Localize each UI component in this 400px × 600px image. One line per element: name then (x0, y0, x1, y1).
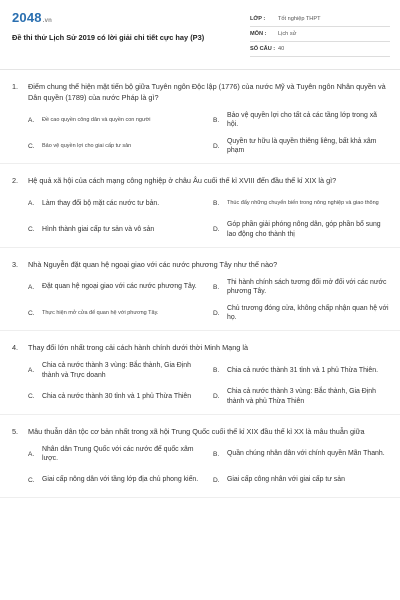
answer-option[interactable] (213, 276, 390, 298)
option-grid (12, 109, 390, 157)
option-text: Quần chúng nhân dân với chính quyền Mãn Thanh. (227, 450, 385, 458)
option-text: Giai cấp công nhân với giai cấp tư sản (227, 476, 345, 484)
option-text: Giai cấp nông dân với tầng lớp địa chủ phong kiến. (42, 476, 199, 484)
page-title: Đề thi thử Lịch Sử 2019 có lời giải chi tiết cực hay (P3) (12, 33, 205, 42)
option-grid (12, 276, 390, 324)
question-text (12, 176, 390, 187)
option-letter: B. (213, 450, 220, 458)
question-number: 2. (12, 176, 19, 185)
question-number: 1. (12, 82, 19, 91)
site-logo[interactable] (12, 10, 244, 25)
meta-row-grade (250, 12, 390, 27)
answer-option[interactable] (28, 219, 205, 241)
option-letter: D. (213, 142, 220, 150)
meta-key: LỚP : (250, 16, 266, 22)
question-1 (12, 82, 390, 164)
option-letter: C. (28, 309, 35, 317)
question-body: Thay đổi lớn nhất trong cải cách hành chính dưới thời Minh Mạng là (28, 343, 249, 352)
meta-value: 40 (278, 46, 285, 52)
meta-key: SỐ CÂU : (250, 46, 276, 52)
option-text: Thúc đẩy những chuyển biến trong nông nghiệp và giao thông (227, 200, 379, 207)
option-text: Chia cả nước thành 3 vùng: Bắc thành, Gia Định thành và Trực doanh (42, 362, 191, 379)
header-divider (0, 69, 400, 70)
answer-option[interactable] (28, 276, 205, 298)
answer-option[interactable] (213, 360, 390, 382)
option-text: Chia cả nước thành 31 tỉnh và 1 phủ Thừa Thiên. (227, 366, 379, 374)
option-letter: B. (213, 200, 220, 207)
question-body: Hệ quả xã hội của cách mạng công nghiệp ở châu Âu cuối thế kỉ XVIII đến đầu thế kỉ XIX là gì? (28, 176, 337, 185)
answer-option[interactable] (213, 109, 390, 131)
question-text (12, 82, 390, 103)
option-letter: B. (213, 116, 220, 124)
question-divider (0, 163, 400, 164)
question-number: 3. (12, 259, 19, 269)
answer-option[interactable] (213, 443, 390, 465)
option-text: Chia cả nước thành 3 vùng: Bắc thành, Gia Định thành và phủ Thừa Thiên (227, 388, 376, 405)
option-letter: A. (28, 200, 35, 207)
option-letter: D. (213, 393, 220, 400)
header-left (12, 10, 244, 42)
answer-option[interactable] (28, 135, 205, 157)
question-text (12, 343, 390, 354)
meta-value: Tốt nghiệp THPT (278, 16, 321, 22)
option-text: Đề cao quyền công dân và quyền con người (42, 116, 151, 123)
header (12, 10, 390, 57)
option-text: Thi hành chính sách tương đối mở đối với các nước phương Tây. (227, 278, 387, 295)
question-body: Điểm chung thể hiện mặt tiến bộ giữa Tuyên ngôn Độc lập (1776) của nước Mỹ và Tuyên ngôn Nhân quyền và Dân quyền (1789) của nước Pháp là gì? (28, 82, 386, 102)
question-divider (0, 247, 400, 248)
question-number: 4. (12, 343, 19, 352)
question-4 (12, 343, 390, 415)
option-letter: A. (28, 283, 35, 291)
option-text: Nhân dân Trung Quốc với các nước đế quốc xâm lược. (42, 445, 194, 462)
question-divider (0, 330, 400, 331)
option-text: Quyền tư hữu là quyền thiêng liêng, bất khả xâm phạm (227, 137, 377, 154)
meta-row-count (250, 42, 390, 57)
answer-option[interactable] (213, 469, 390, 491)
option-text: Đặt quan hệ ngoại giao với các nước phương Tây. (42, 283, 197, 291)
option-text: Hình thành giai cấp tư sản và vô sản (42, 225, 155, 233)
meta-value: Lịch sử (278, 31, 297, 37)
option-text: Bảo vệ quyền lợi cho giai cấp tư sản (42, 142, 132, 149)
option-letter: B. (213, 367, 220, 374)
option-letter: A. (28, 450, 35, 458)
option-letter: B. (213, 283, 220, 291)
logo-sub: .vn (42, 18, 53, 24)
option-text: Góp phần giải phóng nông dân, góp phần bổ sung lao động cho thành thị (227, 221, 381, 238)
option-text: Thực hiện mở cửa để quan hệ với phương Tây. (42, 309, 159, 316)
option-text: Bảo vệ quyền lợi cho tất cả các tầng lớp trong xã hội. (227, 111, 377, 128)
option-text: Chủ trương đóng cửa, không chấp nhận quan hệ với họ. (227, 304, 389, 321)
question-3 (12, 260, 390, 332)
answer-option[interactable] (28, 386, 205, 408)
answer-option[interactable] (28, 109, 205, 131)
option-letter: C. (28, 226, 35, 233)
meta-row-subject (250, 27, 390, 42)
answer-option[interactable] (213, 193, 390, 215)
answer-option[interactable] (213, 386, 390, 408)
question-list (12, 82, 390, 498)
question-divider (0, 414, 400, 415)
answer-option[interactable] (213, 302, 390, 324)
option-letter: A. (28, 116, 35, 124)
answer-option[interactable] (213, 219, 390, 241)
question-5 (12, 427, 390, 499)
option-grid (12, 193, 390, 241)
meta-key: MÔN : (250, 31, 267, 37)
question-text (12, 427, 390, 438)
meta-table (250, 12, 390, 57)
option-letter: A. (28, 367, 35, 374)
question-divider (0, 497, 400, 498)
option-grid (12, 360, 390, 408)
option-grid (12, 443, 390, 491)
option-letter: D. (213, 476, 220, 484)
option-letter: C. (28, 142, 35, 150)
question-body: Nhà Nguyễn đặt quan hệ ngoại giao với các nước phương Tây như thế nào? (28, 259, 278, 269)
answer-option[interactable] (28, 302, 205, 324)
option-text: Làm thay đổi bộ mặt các nước tư bản. (42, 199, 160, 207)
option-letter: D. (213, 226, 220, 233)
question-2 (12, 176, 390, 248)
answer-option[interactable] (213, 135, 390, 157)
answer-option[interactable] (28, 443, 205, 465)
answer-option[interactable] (28, 469, 205, 491)
question-text (12, 260, 390, 271)
logo-main: 2048 (12, 10, 42, 25)
option-letter: C. (28, 393, 35, 400)
answer-option[interactable] (28, 193, 205, 215)
question-body: Mâu thuẫn dân tộc cơ bản nhất trong xã hội Trung Quốc cuối thế kỉ XIX đầu thế kỉ XX là mâu thuẫn giữa (28, 426, 365, 436)
option-letter: C. (28, 476, 35, 484)
option-text: Chia cả nước thành 30 tỉnh và 1 phủ Thừa Thiên (42, 392, 192, 400)
option-letter: D. (213, 309, 220, 317)
question-number: 5. (12, 426, 19, 436)
answer-option[interactable] (28, 360, 205, 382)
